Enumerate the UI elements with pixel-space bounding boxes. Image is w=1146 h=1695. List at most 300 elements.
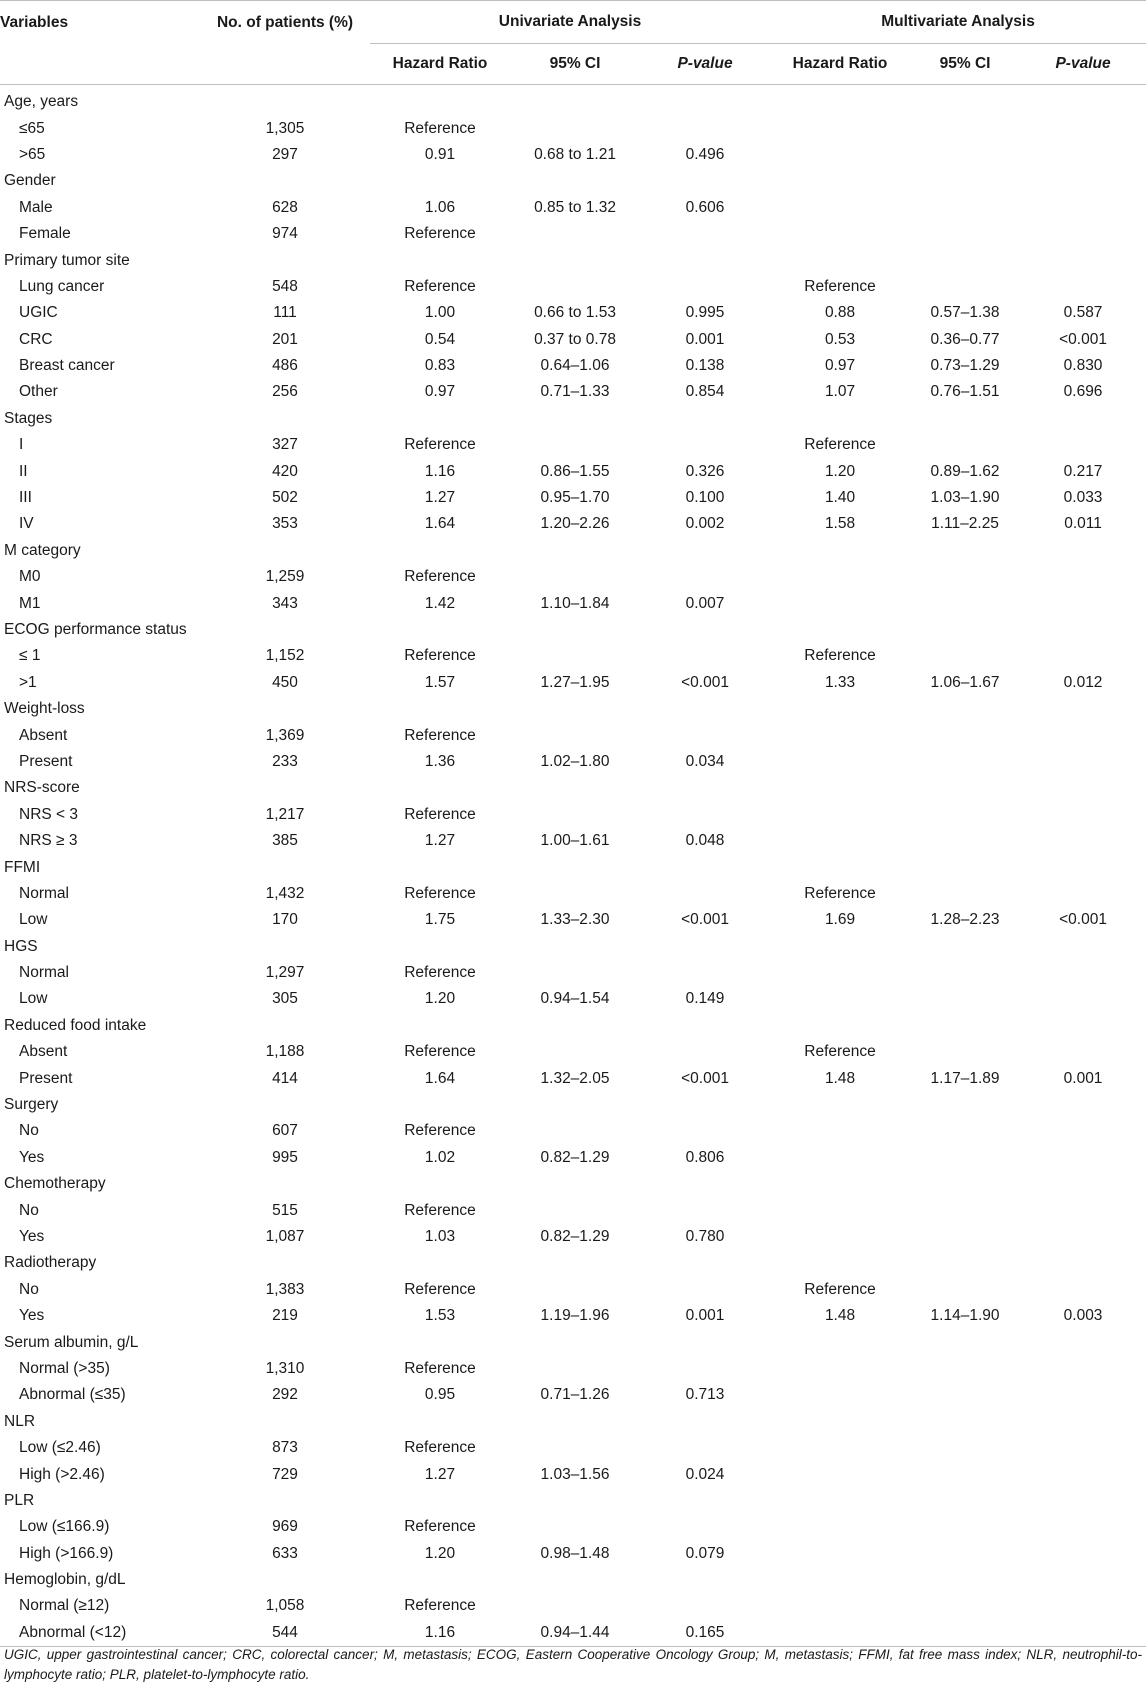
group-label: ECOG performance status: [4, 621, 187, 638]
multivariate-ci-cell: [910, 722, 1020, 748]
multivariate-p-cell: [1020, 1013, 1146, 1039]
univariate-p-cell: [640, 1171, 770, 1197]
multivariate-hr-cell: 0.97: [824, 357, 856, 375]
multivariate-ci-cell: [910, 802, 1020, 828]
patients-cell: 969: [272, 1518, 298, 1536]
patients-cell: 1,058: [265, 1597, 305, 1615]
multivariate-p-cell: 0.217: [1063, 462, 1103, 480]
table-row: [0, 907, 1146, 933]
multivariate-ci-cell: [910, 1013, 1020, 1039]
patients-cell: 233: [272, 752, 298, 770]
multivariate-hr-cell: [770, 1145, 910, 1171]
multivariate-p-cell: [1020, 1277, 1146, 1303]
univariate-ci-cell: 0.82–1.29: [540, 1227, 610, 1245]
variable-cell: NRS ≥ 3: [19, 832, 78, 850]
multivariate-ci-cell: [910, 1197, 1020, 1223]
group-row: [0, 1488, 1146, 1514]
table-row: [0, 802, 1146, 828]
multivariate-p-cell: [1020, 1435, 1146, 1461]
univariate-ci-cell: 1.00–1.61: [540, 832, 610, 850]
multivariate-p-cell: [1020, 1145, 1146, 1171]
multivariate-p-cell: [1020, 802, 1146, 828]
multivariate-ci-cell: [910, 696, 1020, 722]
univariate-hr-header: Hazard Ratio: [370, 44, 510, 85]
table-row: [0, 1435, 1146, 1461]
univariate-p-cell: [640, 115, 770, 141]
variable-cell: >65: [19, 145, 46, 163]
patients-cell: 292: [272, 1386, 298, 1404]
multivariate-p-cell: [1020, 986, 1146, 1012]
multivariate-hr-cell: [770, 1250, 910, 1276]
univariate-hr-cell: Reference: [404, 1439, 476, 1457]
univariate-p-cell: 0.149: [685, 990, 725, 1008]
univariate-ci-cell: [510, 696, 640, 722]
univariate-p-cell: [640, 696, 770, 722]
group-row: [0, 1409, 1146, 1435]
univariate-p-cell: 0.165: [640, 1620, 770, 1647]
multivariate-hr-cell: 1.20: [824, 462, 856, 480]
multivariate-hr-cell: [770, 1329, 910, 1355]
patients-cell: 1,369: [265, 726, 305, 744]
univariate-hr-cell: 1.16: [370, 1620, 510, 1647]
variable-cell: No: [19, 1122, 39, 1140]
table-body: [0, 85, 1146, 1647]
patients-cell: [200, 1329, 370, 1355]
multivariate-p-cell: [1020, 1224, 1146, 1250]
variable-cell: Male: [19, 198, 53, 216]
group-label: Hemoglobin, g/dL: [4, 1571, 126, 1589]
univariate-p-cell: [640, 1409, 770, 1435]
variable-cell: III: [19, 489, 32, 507]
variable-cell: Absent: [19, 726, 68, 744]
variable-cell: Low (≤166.9): [19, 1518, 110, 1536]
multivariate-ci-cell: [910, 538, 1020, 564]
multivariate-ci-cell: [910, 142, 1020, 168]
univariate-hr-cell: [370, 1250, 510, 1276]
table-row: [0, 379, 1146, 405]
table-row: [0, 1039, 1146, 1065]
multivariate-hr-cell: [770, 1356, 910, 1382]
patients-cell: 628: [272, 198, 298, 216]
univariate-p-cell: 0.496: [685, 145, 725, 163]
multivariate-hr-cell: [770, 960, 910, 986]
table-row: [0, 1303, 1146, 1329]
patients-cell: 1,087: [265, 1227, 305, 1245]
univariate-ci-cell: [510, 1277, 640, 1303]
variable-cell: ≤65: [19, 119, 45, 137]
univariate-hr-cell: [370, 617, 510, 643]
patients-cell: 414: [272, 1069, 298, 1087]
univariate-hr-cell: Reference: [404, 726, 476, 744]
multivariate-ci-cell: 1.28–2.23: [930, 911, 1000, 929]
univariate-ci-cell: [510, 432, 640, 458]
multivariate-ci-cell: [910, 247, 1020, 273]
univariate-hr-cell: [370, 1092, 510, 1118]
table-row: [0, 1224, 1146, 1250]
patients-cell: [200, 538, 370, 564]
univariate-p-cell: [640, 1514, 770, 1540]
multivariate-ci-cell: [910, 1620, 1020, 1647]
variable-cell: Yes: [19, 1148, 45, 1166]
multivariate-hr-cell: [770, 1461, 910, 1487]
table-row: [0, 432, 1146, 458]
univariate-hr-cell: Reference: [404, 1122, 476, 1140]
table-row: [0, 1145, 1146, 1171]
multivariate-ci-cell: [910, 1329, 1020, 1355]
univariate-ci-cell: 0.71–1.26: [540, 1386, 610, 1404]
univariate-ci-cell: 1.20–2.26: [540, 515, 610, 533]
univariate-ci-cell: [510, 1514, 640, 1540]
univariate-ci-cell: [510, 1197, 640, 1223]
multivariate-p-cell: [1020, 115, 1146, 141]
patients-cell: [200, 1250, 370, 1276]
univariate-ci-cell: [510, 1329, 640, 1355]
multivariate-p-cell: [1020, 934, 1146, 960]
univariate-p-cell: 0.048: [685, 832, 725, 850]
univariate-ci-cell: [510, 643, 640, 669]
multivariate-hr-cell: [770, 1171, 910, 1197]
multivariate-p-cell: [1020, 643, 1146, 669]
patients-cell: [200, 1409, 370, 1435]
multivariate-ci-cell: [910, 1488, 1020, 1514]
univariate-ci-cell: [510, 168, 640, 194]
univariate-p-cell: [640, 168, 770, 194]
univariate-hr-cell: Reference: [404, 1043, 476, 1061]
univariate-hr-cell: 1.03: [424, 1227, 456, 1245]
univariate-ci-cell: [510, 934, 640, 960]
patients-cell: 1,188: [265, 1043, 305, 1061]
univariate-p-cell: 0.854: [685, 383, 725, 401]
group-label: Chemotherapy: [4, 1175, 106, 1193]
variable-cell: Present: [19, 1069, 73, 1087]
univariate-hr-cell: [370, 934, 510, 960]
univariate-ci-cell: [510, 775, 640, 801]
multivariate-ci-cell: [910, 960, 1020, 986]
multivariate-hr-cell: [770, 722, 910, 748]
patients-cell: 729: [272, 1465, 298, 1483]
univariate-hr-cell: [370, 168, 510, 194]
multivariate-hr-cell: [770, 1593, 910, 1619]
patients-cell: 1,259: [265, 568, 305, 586]
multivariate-ci-cell: 1.11–2.25: [931, 515, 999, 533]
multivariate-ci-cell: [910, 89, 1020, 115]
univariate-hr-cell: 0.91: [424, 145, 456, 163]
multivariate-p-cell: [1020, 1118, 1146, 1144]
univariate-ci-cell: 0.95–1.70: [540, 489, 610, 507]
patients-cell: 607: [272, 1122, 298, 1140]
patients-cell: 974: [272, 225, 298, 243]
group-label: Serum albumin, g/L: [4, 1333, 139, 1351]
univariate-p-cell: [640, 881, 770, 907]
multivariate-p-cell: [1020, 775, 1146, 801]
univariate-hr-cell: Reference: [404, 119, 476, 137]
patients-cell: 256: [272, 383, 298, 401]
univariate-p-cell: [640, 1013, 770, 1039]
patients-cell: [200, 1567, 370, 1593]
univariate-hr-cell: [370, 1567, 510, 1593]
univariate-ci-cell: 1.02–1.80: [540, 752, 610, 770]
multivariate-ci-cell: [910, 1567, 1020, 1593]
univariate-p-cell: [640, 1250, 770, 1276]
multivariate-ci-cell: 1.17–1.89: [930, 1069, 1000, 1087]
multivariate-ci-cell: [910, 590, 1020, 616]
group-label: Primary tumor site: [4, 251, 130, 269]
univariate-header: Univariate Analysis: [370, 1, 770, 44]
multivariate-ci-cell: [910, 1540, 1020, 1566]
multivariate-ci-cell: 0.57–1.38: [930, 304, 1000, 322]
univariate-p-cell: [640, 617, 770, 643]
univariate-hr-cell: [370, 696, 510, 722]
multivariate-hr-cell: [770, 934, 910, 960]
univariate-p-cell: 0.001: [685, 330, 725, 348]
multivariate-p-cell: [1020, 195, 1146, 221]
variable-cell: UGIC: [19, 304, 58, 322]
table-row: [0, 300, 1146, 326]
patients-cell: [200, 1013, 370, 1039]
multivariate-ci-cell: [910, 195, 1020, 221]
univariate-p-cell: [640, 722, 770, 748]
univariate-ci-cell: 0.71–1.33: [540, 383, 610, 401]
multivariate-hr-cell: 1.48: [824, 1069, 856, 1087]
univariate-p-cell: 0.079: [685, 1544, 725, 1562]
univariate-ci-cell: [510, 247, 640, 273]
univariate-hr-cell: [370, 854, 510, 880]
multivariate-ci-cell: [910, 986, 1020, 1012]
univariate-p-cell: [640, 221, 770, 247]
header-row-top: [0, 1, 1146, 44]
table-row: [0, 643, 1146, 669]
univariate-hr-cell: Reference: [404, 964, 476, 982]
patients-cell: [200, 89, 370, 115]
multivariate-p-cell: 0.033: [1063, 489, 1103, 507]
multivariate-ci-cell: [910, 1382, 1020, 1408]
group-row: [0, 1567, 1146, 1593]
patients-cell: 1,217: [265, 805, 305, 823]
univariate-hr-cell: 1.57: [424, 673, 456, 691]
variable-cell: M0: [19, 568, 41, 586]
variable-cell: Abnormal (<12): [0, 1620, 200, 1647]
patients-cell: 201: [272, 330, 298, 348]
multivariate-p-cell: [1020, 1382, 1146, 1408]
table-row: [0, 511, 1146, 537]
table-row: [0, 722, 1146, 748]
multivariate-hr-cell: [770, 696, 910, 722]
univariate-ci-cell: [510, 1488, 640, 1514]
variable-cell: No: [19, 1201, 39, 1219]
multivariate-ci-cell: [910, 1039, 1020, 1065]
multivariate-hr-header: Hazard Ratio: [770, 44, 910, 85]
univariate-ci-cell: 0.82–1.29: [540, 1148, 610, 1166]
variable-cell: Normal (>35): [19, 1359, 110, 1377]
univariate-hr-cell: 1.64: [424, 1069, 456, 1087]
variable-cell: I: [19, 436, 24, 454]
univariate-ci-cell: 1.33–2.30: [540, 911, 610, 929]
multivariate-p-cell: [1020, 617, 1146, 643]
multivariate-p-cell: 0.830: [1063, 357, 1103, 375]
univariate-hr-cell: Reference: [404, 805, 476, 823]
multivariate-hr-cell: [770, 1382, 910, 1408]
multivariate-ci-cell: [910, 406, 1020, 432]
univariate-p-cell: [640, 1118, 770, 1144]
patients-cell: [200, 934, 370, 960]
univariate-hr-cell: 0.54: [424, 330, 456, 348]
univariate-hr-cell: Reference: [404, 884, 476, 902]
univariate-hr-cell: Reference: [404, 1518, 476, 1536]
table-row: [0, 749, 1146, 775]
multivariate-ci-cell: [910, 432, 1020, 458]
univariate-hr-cell: [370, 406, 510, 432]
univariate-p-cell: [640, 406, 770, 432]
variable-cell: M1: [19, 594, 41, 612]
univariate-hr-cell: 1.16: [424, 462, 456, 480]
multivariate-hr-cell: [770, 1197, 910, 1223]
patients-header: No. of patients (%): [200, 1, 370, 85]
patients-cell: 1,305: [265, 119, 305, 137]
univariate-ci-cell: [510, 1171, 640, 1197]
multivariate-ci-cell: 0.76–1.51: [930, 383, 1000, 401]
patients-cell: 353: [272, 515, 298, 533]
variable-cell: CRC: [19, 330, 53, 348]
variable-cell: Normal: [19, 884, 69, 902]
multivariate-ci-cell: [910, 775, 1020, 801]
multivariate-hr-cell: [770, 1409, 910, 1435]
variable-cell: Low: [19, 911, 48, 929]
multivariate-p-cell: [1020, 247, 1146, 273]
univariate-ci-cell: 1.27–1.95: [540, 673, 610, 691]
multivariate-p-cell: 0.587: [1063, 304, 1103, 322]
table-row: [0, 1620, 1146, 1647]
univariate-p-cell: [640, 1567, 770, 1593]
univariate-ci-cell: 1.19–1.96: [540, 1307, 610, 1325]
patients-cell: 327: [272, 436, 298, 454]
multivariate-hr-cell: [770, 115, 910, 141]
univariate-ci-cell: [510, 722, 640, 748]
univariate-p-cell: [640, 1197, 770, 1223]
univariate-ci-cell: [510, 1435, 640, 1461]
multivariate-p-header: P-value: [1020, 44, 1146, 85]
univariate-p-cell: 0.024: [685, 1465, 725, 1483]
multivariate-hr-cell: [770, 1013, 910, 1039]
group-row: [0, 1250, 1146, 1276]
multivariate-p-cell: [1020, 274, 1146, 300]
group-row: [0, 1329, 1146, 1355]
multivariate-hr-cell: [770, 1567, 910, 1593]
table-row: [0, 458, 1146, 484]
multivariate-ci-cell: [910, 564, 1020, 590]
univariate-p-cell: [640, 274, 770, 300]
table-footnote: UGIC, upper gastrointestinal cancer; CRC, colorectal cancer; M, metastasis; ECOG, Eastern Cooperative Oncology Group; M, metastasis; FFMI, fat free mass index; NLR, neutrophil-to-lymphocyte ratio; PLR, platelet-to-lymphocyte ratio.: [4, 1647, 1142, 1682]
multivariate-hr-cell: [770, 802, 910, 828]
group-row: [0, 934, 1146, 960]
multivariate-p-cell: [1020, 1356, 1146, 1382]
patients-cell: [200, 1488, 370, 1514]
multivariate-hr-cell: [770, 1435, 910, 1461]
patients-cell: 1,383: [265, 1280, 305, 1298]
univariate-hr-cell: 1.20: [424, 1544, 456, 1562]
univariate-ci-cell: [510, 406, 640, 432]
univariate-p-cell: [640, 934, 770, 960]
variable-cell: Low: [19, 990, 48, 1008]
multivariate-ci-cell: 1.06–1.67: [930, 673, 1000, 691]
multivariate-ci-cell: [910, 1409, 1020, 1435]
patients-cell: 995: [272, 1148, 298, 1166]
univariate-hr-cell: Reference: [404, 436, 476, 454]
multivariate-hr-cell: Reference: [804, 884, 876, 902]
univariate-hr-cell: [370, 1171, 510, 1197]
multivariate-ci-cell: [910, 274, 1020, 300]
multivariate-ci-cell: [910, 1514, 1020, 1540]
univariate-ci-cell: [510, 802, 640, 828]
patients-cell: 111: [273, 304, 297, 322]
variable-cell: II: [19, 462, 28, 480]
multivariate-ci-cell: 0.36–0.77: [930, 330, 1000, 348]
multivariate-hr-cell: Reference: [804, 436, 876, 454]
patients-cell: 343: [272, 594, 298, 612]
table-row: [0, 327, 1146, 353]
variable-cell: Abnormal (≤35): [19, 1386, 126, 1404]
univariate-ci-cell: 0.64–1.06: [540, 357, 610, 375]
multivariate-hr-cell: [770, 221, 910, 247]
multivariate-p-cell: [1020, 564, 1146, 590]
univariate-p-cell: [640, 1488, 770, 1514]
patients-cell: 1,297: [265, 964, 305, 982]
univariate-p-cell: 0.806: [685, 1148, 725, 1166]
multivariate-hr-cell: [770, 89, 910, 115]
variable-cell: Yes: [19, 1227, 45, 1245]
multivariate-ci-cell: [910, 1171, 1020, 1197]
table-row: [0, 1197, 1146, 1223]
univariate-ci-cell: 0.66 to 1.53: [534, 304, 616, 322]
group-row: [0, 775, 1146, 801]
patients-cell: 548: [272, 277, 298, 295]
multivariate-hr-cell: 1.69: [824, 911, 856, 929]
table-row: [0, 960, 1146, 986]
table-row: [0, 142, 1146, 168]
univariate-ci-cell: 0.37 to 0.78: [534, 330, 616, 348]
multivariate-ci-cell: [910, 828, 1020, 854]
univariate-p-cell: [640, 802, 770, 828]
multivariate-ci-cell: [910, 1224, 1020, 1250]
variable-cell: Low (≤2.46): [19, 1439, 101, 1457]
multivariate-hr-cell: [770, 986, 910, 1012]
group-row: [0, 1171, 1146, 1197]
univariate-ci-cell: [510, 854, 640, 880]
univariate-hr-cell: 0.97: [424, 383, 456, 401]
multivariate-hr-cell: 1.48: [824, 1307, 856, 1325]
patients-cell: [200, 617, 370, 643]
multivariate-p-cell: [1020, 432, 1146, 458]
multivariate-p-cell: [1020, 722, 1146, 748]
univariate-hr-cell: 0.83: [424, 357, 456, 375]
patients-cell: [200, 1092, 370, 1118]
variable-cell: High (>166.9): [19, 1544, 114, 1562]
group-label: Surgery: [4, 1096, 59, 1114]
univariate-ci-cell: [510, 89, 640, 115]
multivariate-hr-cell: Reference: [804, 1043, 876, 1061]
univariate-p-cell: 0.007: [685, 594, 725, 612]
univariate-hr-cell: 1.27: [424, 832, 456, 850]
multivariate-hr-cell: 0.53: [824, 330, 856, 348]
patients-cell: [200, 775, 370, 801]
univariate-ci-cell: [510, 1593, 640, 1619]
multivariate-ci-cell: 0.89–1.62: [930, 462, 1000, 480]
univariate-hr-cell: 1.02: [424, 1148, 456, 1166]
multivariate-hr-cell: [770, 1118, 910, 1144]
univariate-p-cell: <0.001: [681, 911, 729, 929]
group-label: Gender: [4, 172, 56, 190]
multivariate-hr-cell: 1.58: [824, 515, 856, 533]
group-row: [0, 406, 1146, 432]
